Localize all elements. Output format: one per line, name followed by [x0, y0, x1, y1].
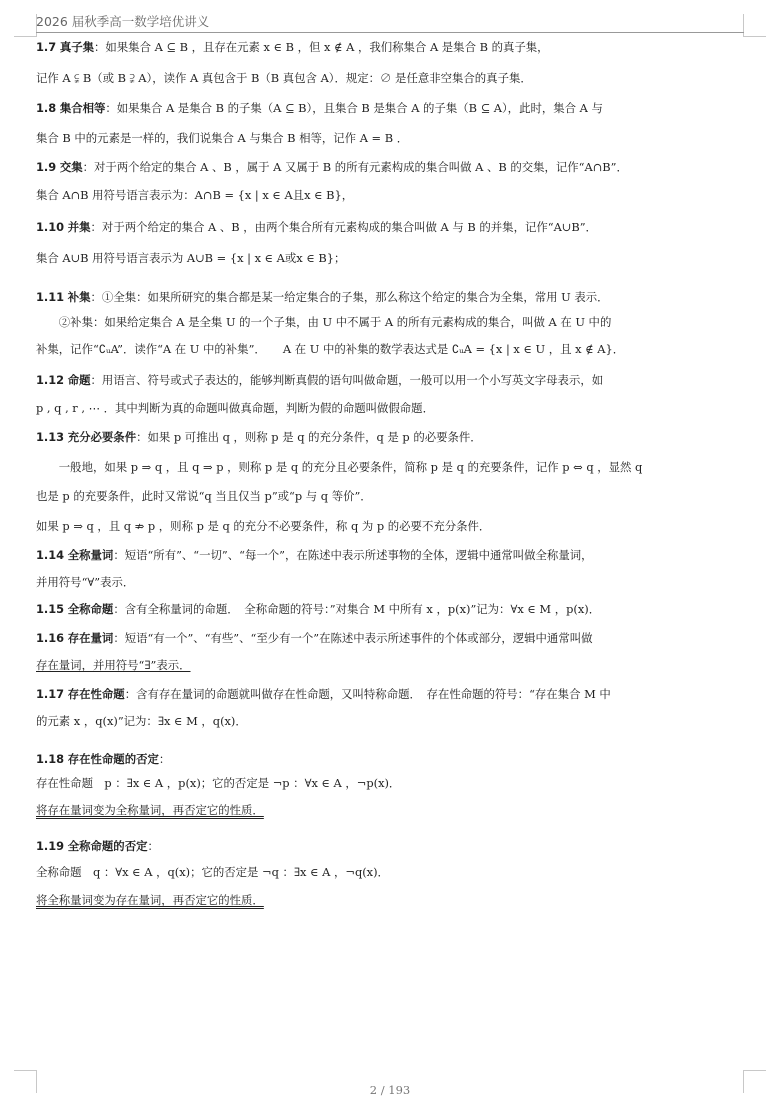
item-text: 一般地，如果 p ⇒ q ，且 q ⇒ p ，则称 p 是 q 的充分且必要条件，简称 p 是 q 的充要条件，记作 p ⇔ q ，显然 q	[36, 460, 643, 474]
item-number: 1.7	[36, 40, 57, 54]
text-line	[36, 548, 593, 563]
crop-mark-top-left	[14, 14, 37, 37]
item-text: ：短语“有一个”、“有些”、“至少有一个”在陈述中表示所述事件的个体或部分，逻辑中通常叫做	[113, 631, 593, 645]
page-header	[36, 12, 744, 33]
item-number: 1.12	[36, 373, 65, 387]
item-text: 补集，记作“∁ᵤA”．读作“A 在 U 中的补集”． A 在 U 中的补集的数学表达式是 ∁ᵤA = {x | x ∈ U ，且 x ∉ A}．	[36, 342, 625, 356]
text-line	[36, 290, 609, 305]
item-term: 存在性命题的否定	[67, 752, 159, 766]
item-text: ：①全集：如果所研究的集合都是某一给定集合的子集，那么称这个给定的集合为全集，常用 U 表示．	[90, 290, 609, 304]
item-term: 全称命题的否定	[67, 839, 148, 853]
item-text: 存在性命题 p ：∃x ∈ A ，p(x)；它的否定是 ¬p ：∀x ∈ A ，¬p(x)．	[36, 776, 401, 790]
item-number: 1.19	[36, 839, 65, 853]
item-number: 1.14	[36, 548, 65, 562]
item-term: 集合相等	[59, 101, 106, 115]
text-line	[36, 40, 549, 55]
crop-mark-top-right	[743, 14, 766, 37]
item-text: ：	[158, 752, 171, 766]
text-line	[36, 803, 264, 818]
item-term: 存在性命题	[67, 687, 125, 701]
item-text: ：含有全称量词的命题． 全称命题的符号：”对集合 M 中所有 x ，p(x)”记为：∀x ∈ M ，p(x)．	[113, 602, 601, 616]
page-footer	[0, 1083, 780, 1097]
text-line	[36, 752, 170, 767]
item-term: 交集	[59, 160, 83, 174]
item-text: 集合 A∪B 用符号语言表示为 A∪B = {x | x ∈ A或x ∈ B}；	[36, 251, 346, 265]
item-text: ②补集：如果给定集合 A 是全集 U 的一个子集，由 U 中不属于 A 的所有元素构成的集合，叫做 A 在 U 中的	[36, 315, 612, 329]
item-term: 真子集	[59, 40, 94, 54]
item-number: 1.16	[36, 631, 65, 645]
item-number: 1.10	[36, 220, 65, 234]
item-text: 全称命题 q ：∀x ∈ A ，q(x)；它的否定是 ¬q ：∃x ∈ A ，¬q(x)．	[36, 865, 389, 879]
item-text: 记作 A ⫋ B（或 B ⫌ A），读作 A 真包含于 B（B 真包含 A）．规定：∅ 是任意非空集合的真子集．	[36, 71, 532, 85]
text-line	[36, 714, 247, 729]
text-line	[36, 251, 345, 266]
text-line	[36, 220, 597, 235]
item-term: 全称命题	[67, 602, 114, 616]
text-line	[36, 658, 191, 673]
item-text: ：如果集合 A 是集合 B 的子集（A ⊆ B），且集合 B 是集合 A 的子集（B ⊆ A），此时，集合 A 与	[105, 101, 603, 115]
item-term: 并集	[67, 220, 91, 234]
text-line	[36, 602, 600, 617]
item-term: 全称量词	[67, 548, 114, 562]
item-text: ：	[147, 839, 159, 853]
item-text: ：用语言、符号或式子表达的，能够判断真假的语句叫做命题，一般可以用一个小写英文字母表示，如	[90, 373, 604, 387]
item-number: 1.13	[36, 430, 65, 444]
item-text: 集合 A∩B 用符号语言表示为：A∩B = {x | x ∈ A且x ∈ B}，	[36, 188, 354, 202]
text-line	[36, 131, 408, 146]
item-text: ：对于两个给定的集合 A 、B ，属于 A 又属于 B 的所有元素构成的集合叫做 A 、B 的交集，记作“A∩B”．	[82, 160, 628, 174]
item-text: ：含有存在量词的命题就叫做存在性命题，又叫特称命题． 存在性命题的符号：“存在集合 M 中	[124, 687, 611, 701]
text-line	[36, 575, 134, 590]
text-line	[36, 631, 593, 646]
item-text: 集合 B 中的元素是一样的，我们说集合 A 与集合 B 相等，记作 A = B ．	[36, 131, 409, 145]
text-line	[36, 865, 389, 880]
item-term: 充分必要条件	[67, 430, 137, 444]
item-text: ：如果集合 A ⊆ B ，且存在元素 x ∈ B ，但 x ∉ A ，我们称集合 A 是集合 B 的真子集，	[94, 40, 549, 54]
text-line	[36, 315, 611, 330]
text-line	[36, 373, 603, 388]
item-text: 的元素 x ，q(x)”记为：∃x ∈ M ，q(x)．	[36, 714, 247, 728]
item-number: 1.9	[36, 160, 57, 174]
text-line	[36, 401, 434, 416]
page-number: 2 / 193	[369, 1083, 411, 1097]
item-text: 将存在量词变为全称量词，再否定它的性质．	[36, 803, 264, 817]
text-line	[36, 519, 490, 534]
text-line	[36, 489, 372, 504]
item-text: 将全称量词变为存在量词，再否定它的性质．	[36, 893, 264, 907]
text-line	[36, 460, 642, 475]
text-line	[36, 188, 353, 203]
item-text: 并用符号“∀”表示．	[36, 575, 135, 589]
item-text: 存在量词，并用符号“∃”表示．	[36, 658, 191, 672]
item-term: 存在量词	[67, 631, 114, 645]
item-text: ：对于两个给定的集合 A 、B ，由两个集合所有元素构成的集合叫做 A 与 B 的并集，记作“A∪B”．	[90, 220, 597, 234]
item-term: 补集	[67, 290, 91, 304]
item-text: ：短语“所有”、“一切”、“每一个”，在陈述中表示所述事物的全体，逻辑中通常叫做全称量词，	[113, 548, 593, 562]
text-line	[36, 430, 482, 445]
item-number: 1.8	[36, 101, 57, 115]
text-line	[36, 687, 611, 702]
item-number: 1.11	[36, 290, 65, 304]
item-text: 如果 p ⇒ q ，且 q ⇏ p ，则称 p 是 q 的充分不必要条件，称 q 为 p 的必要不充分条件．	[36, 519, 491, 533]
text-line	[36, 101, 603, 116]
text-line	[36, 160, 628, 175]
item-text: 也是 p 的充要条件，此时又常说“q 当且仅当 p”或“p 与 q 等价”．	[36, 489, 372, 503]
item-number: 1.15	[36, 602, 65, 616]
text-line	[36, 342, 624, 357]
header-title: 2026 届秋季高一数学培优讲义	[36, 14, 210, 29]
text-line	[36, 839, 159, 854]
item-text: ：如果 p 可推出 q ，则称 p 是 q 的充分条件，q 是 p 的必要条件．	[136, 430, 482, 444]
item-term: 命题	[67, 373, 91, 387]
item-number: 1.18	[36, 752, 65, 766]
text-line	[36, 71, 532, 86]
text-line	[36, 893, 264, 908]
text-line	[36, 776, 400, 791]
item-text: p , q , r , ⋯ ．其中判断为真的命题叫做真命题，判断为假的命题叫做假命题．	[36, 401, 434, 415]
item-number: 1.17	[36, 687, 65, 701]
